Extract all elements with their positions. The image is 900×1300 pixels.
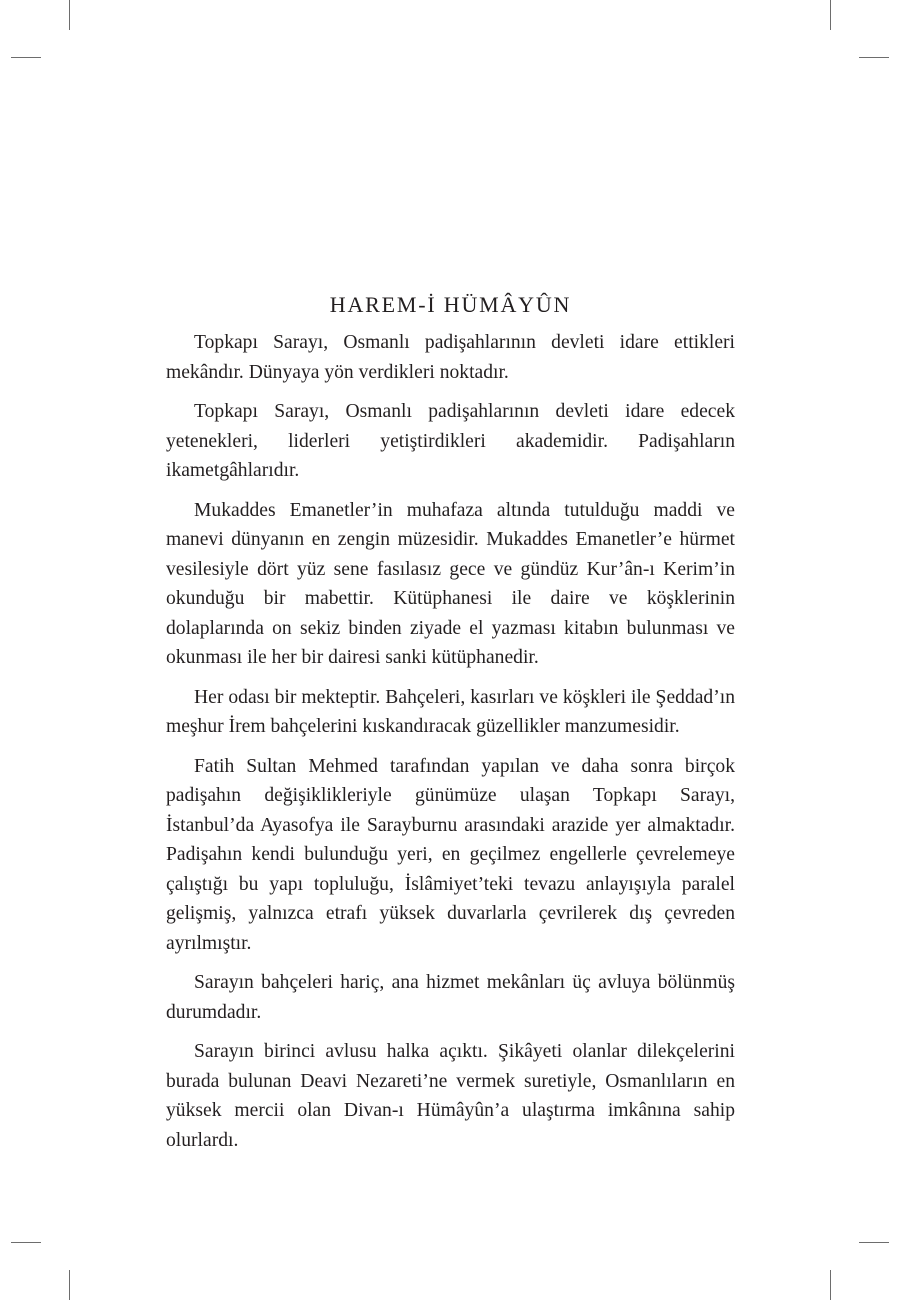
page-body [166,290,735,1165]
paragraph-5: Fatih Sultan Mehmed tarafından yapılan ve daha sonra birçok padişahın değişiklikleriyle günümüze ulaşan Topkapı Sarayı, İstanbul’da Ayasofya ile Sarayburnu arasındaki arazide yer almaktadır. Padişahın kendi bulunduğu yeri, en geçilmez engellerle çevrelemeye çalıştığı bu yapı topluluğu, İslâmiyet’teki tevazu anlayışıyla paralel gelişmiş, yalnızca etrafı yüksek duvarlarla çevrilerek dış çevreden ayrılmıştır. [166,755,735,954]
crop-mark-top-left [69,0,70,30]
crop-mark-bottom-left [69,1270,70,1300]
crop-mark-top-right [830,0,831,30]
crop-mark-right-top [859,57,889,58]
paragraph-3: Mukaddes Emanetler’in muhafaza altında tutulduğu maddi ve manevi dünyanın en zengin müzesidir. Mukaddes Emanetler’e hürmet vesilesiyle dört yüz sene fasılasız gece ve gündüz Kur’ân-ı Kerim’in okunduğu bir mabettir. Kütüphanesi ile daire ve köşklerinin dolaplarında on sekiz binden ziyade el yazması kitabın bulunması ve okunması ile her bir dairesi sanki kütüphanedir. [166,499,735,668]
paragraph-1: Topkapı Sarayı, Osmanlı padişahlarının devleti idare ettikleri mekândır. Dünyaya yön verdikleri noktadır. [166,332,735,383]
paragraph-7: Sarayın birinci avlusu halka açıktı. Şikâyeti olanlar dilekçelerini burada bulunan Deavi Nezareti’ne vermek suretiyle, Osmanlıların en yüksek mercii olan Divan-ı Hümâyûn’a ulaştırma imkânına sahip olurlardı. [166,1041,735,1151]
chapter-title: HAREM-İ HÜMÂYÛN [329,292,572,317]
paragraph-2: Topkapı Sarayı, Osmanlı padişahlarının devleti idare edecek yetenekleri, liderleri yetiştirdikleri akademidir. Padişahların ikametgâhlarıdır. [166,401,735,481]
paragraph-6: Sarayın bahçeleri hariç, ana hizmet mekânları üç avluya bölünmüş durumdadır. [166,972,735,1023]
crop-mark-right-bottom [859,1242,889,1243]
crop-mark-left-bottom [11,1242,41,1243]
crop-mark-left-top [11,57,41,58]
crop-mark-bottom-right [830,1270,831,1300]
paragraph-4: Her odası bir mekteptir. Bahçeleri, kasırları ve köşkleri ile Şeddad’ın meşhur İrem bahçelerini kıskandıracak güzellikler manzumesidir. [166,686,735,737]
